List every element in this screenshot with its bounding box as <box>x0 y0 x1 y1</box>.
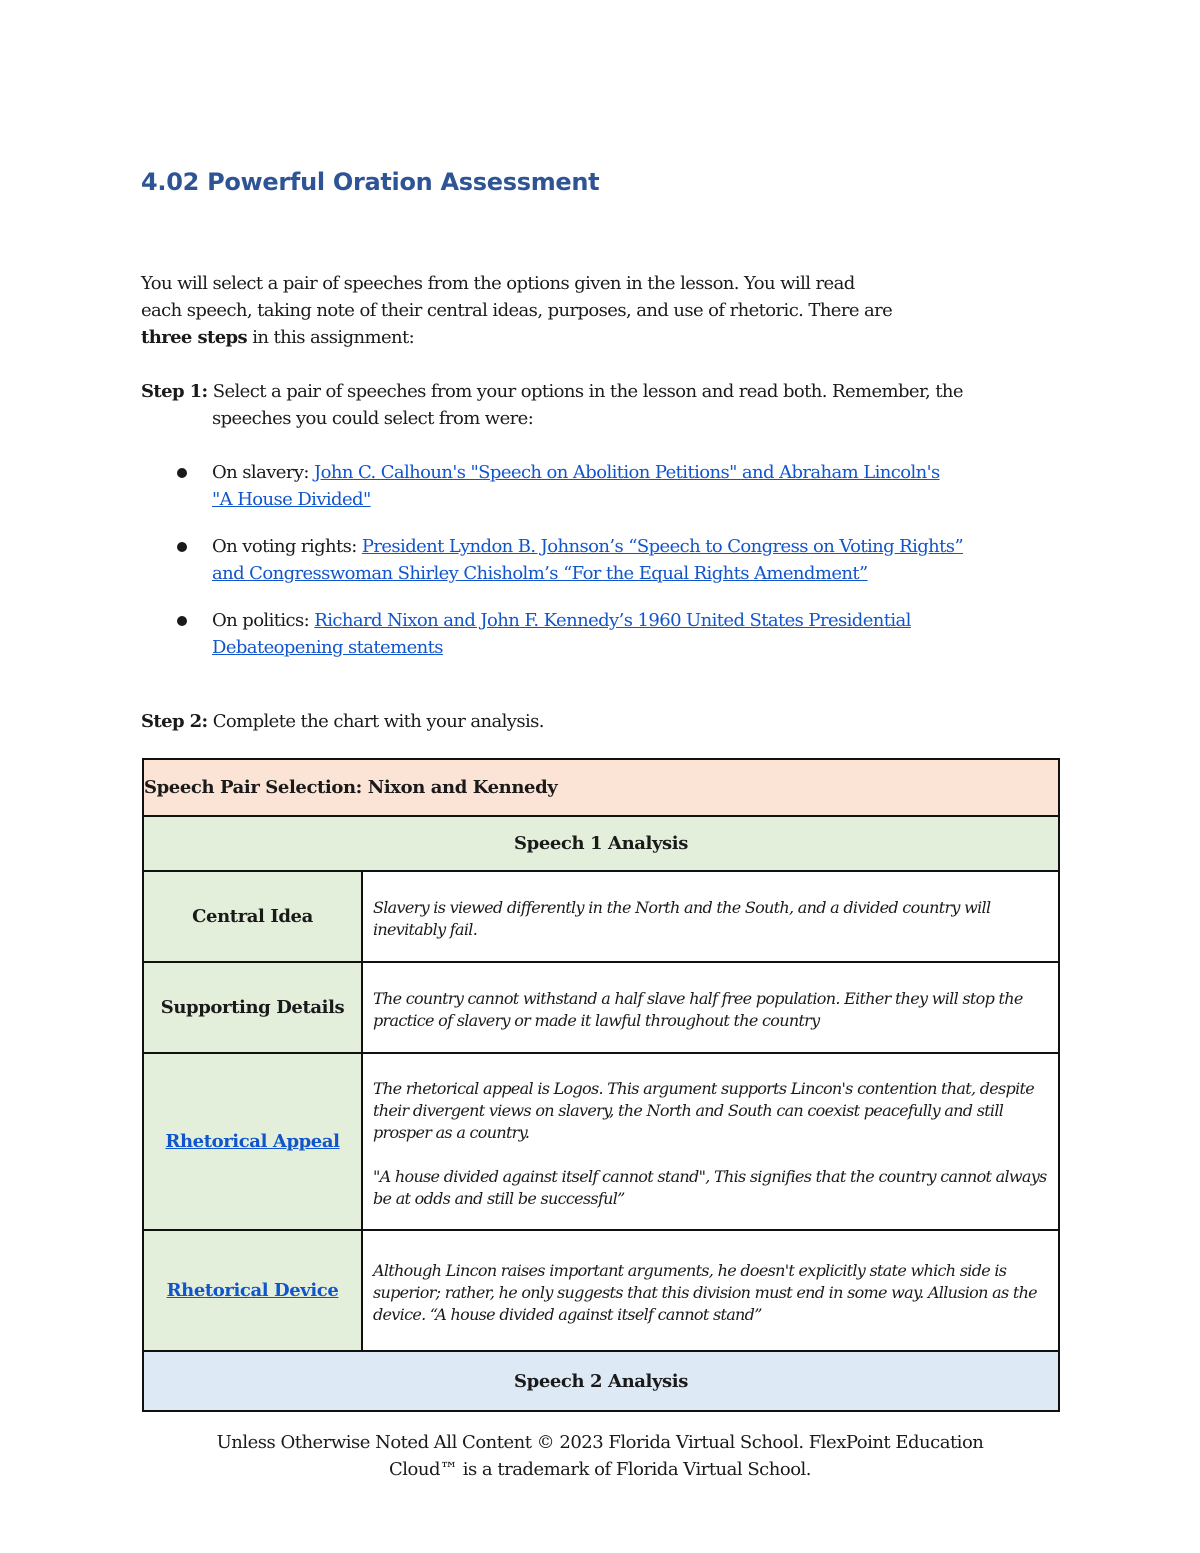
rhetorical-device-link[interactable]: Rhetorical Device <box>166 1280 339 1301</box>
speech-2-heading: Speech 2 Analysis <box>143 1351 1059 1411</box>
answer-text: The rhetorical appeal is Logos. This argument supports Lincon's contention that, despite their divergent views on slavery, the North and South can coexist peacefully and still prosper as a country. <box>373 1078 1035 1142</box>
answer-text: "A house divided against itself cannot stand", This signifies that the country cannot always be at odds and still be successful” <box>373 1166 1047 1208</box>
step-1-text: Select a pair of speeches from your options in the lesson and read both. Remember, the <box>207 381 963 402</box>
list-item <box>141 533 1061 587</box>
answer-text: The country cannot withstand a half slave half free population. Either they will stop the practice of slavery or made it lawful throughout the country <box>373 988 1023 1030</box>
intro-line-1: You will select a pair of speeches from the options given in the lesson. You will read <box>141 273 855 294</box>
option-prefix: On politics: <box>212 610 315 631</box>
option-prefix: On voting rights: <box>212 536 362 557</box>
answer-text: Slavery is viewed differently in the North and the South, and a divided country will inevitably fail. <box>373 897 991 939</box>
intro-bold: three steps <box>141 327 248 348</box>
central-idea-answer[interactable] <box>362 871 1059 962</box>
table-row <box>143 871 1059 962</box>
step-1-text-cont: speeches you could select from were: <box>212 408 534 429</box>
central-idea-label: Central Idea <box>143 871 362 962</box>
option-link-line: Richard Nixon and John F. Kennedy’s 1960 United States Presidential <box>314 610 911 631</box>
speech-pair-selection[interactable]: Speech Pair Selection: Nixon and Kennedy <box>143 759 1059 816</box>
supporting-details-label: Supporting Details <box>143 962 362 1053</box>
option-prefix: On slavery: <box>212 462 314 483</box>
supporting-details-answer[interactable] <box>362 962 1059 1053</box>
option-link-line: John C. Calhoun's "Speech on Abolition Petitions" and Abraham Lincoln's <box>313 462 940 483</box>
speech-options-list <box>141 459 1061 681</box>
list-item <box>141 607 1061 661</box>
page-title: 4.02 Powerful Oration Assessment <box>141 168 600 196</box>
bullet-icon <box>177 542 187 552</box>
speech-1-heading-row <box>143 816 1059 871</box>
speech-1-heading: Speech 1 Analysis <box>143 816 1059 871</box>
step-2-label: Step 2: <box>141 711 208 732</box>
rhetorical-appeal-link[interactable]: Rhetorical Appeal <box>165 1131 340 1152</box>
intro-line-2: each speech, taking note of their central ideas, purposes, and use of rhetoric. There are <box>141 300 893 321</box>
list-item <box>141 459 1061 513</box>
table-row <box>143 962 1059 1053</box>
option-link-line: President Lyndon B. Johnson’s “Speech to Congress on Voting Rights” <box>361 536 964 557</box>
table-row <box>143 1053 1059 1230</box>
rhetorical-appeal-answer[interactable] <box>362 1053 1059 1230</box>
footer-line-2: Cloud™ is a trademark of Florida Virtual School. <box>388 1459 812 1480</box>
step-1 <box>141 378 1061 432</box>
option-link-line: and Congresswoman Shirley Chisholm’s “For the Equal Rights Amendment” <box>212 563 868 584</box>
bullet-icon <box>177 468 187 478</box>
intro-rest: in this assignment: <box>247 327 415 348</box>
intro-paragraph <box>141 270 1021 351</box>
answer-text: Although Lincon raises important arguments, he doesn't explicitly state which side is superior; rather, he only suggests that this division must end in some way. Allusion as the device. “A house divided against itself cannot stand” <box>373 1260 1037 1324</box>
rhetorical-device-cell <box>143 1230 362 1351</box>
step-2-text: Complete the chart with your analysis. <box>207 711 544 732</box>
selection-row <box>143 759 1059 816</box>
option-link-line: "A House Divided" <box>212 489 371 510</box>
bullet-icon <box>177 616 187 626</box>
rhetorical-device-answer[interactable] <box>362 1230 1059 1351</box>
step-1-label: Step 1: <box>141 381 208 402</box>
step-2 <box>141 708 544 735</box>
analysis-chart <box>142 758 1060 1412</box>
table-row <box>143 1230 1059 1351</box>
option-link-politics[interactable] <box>212 610 911 658</box>
copyright-footer <box>141 1429 1059 1483</box>
option-link-slavery[interactable] <box>212 462 940 510</box>
speech-2-heading-row <box>143 1351 1059 1411</box>
rhetorical-appeal-cell <box>143 1053 362 1230</box>
footer-line-1: Unless Otherwise Noted All Content © 2023 Florida Virtual School. FlexPoint Education <box>216 1432 984 1453</box>
option-link-line: Debateopening statements <box>212 637 443 658</box>
